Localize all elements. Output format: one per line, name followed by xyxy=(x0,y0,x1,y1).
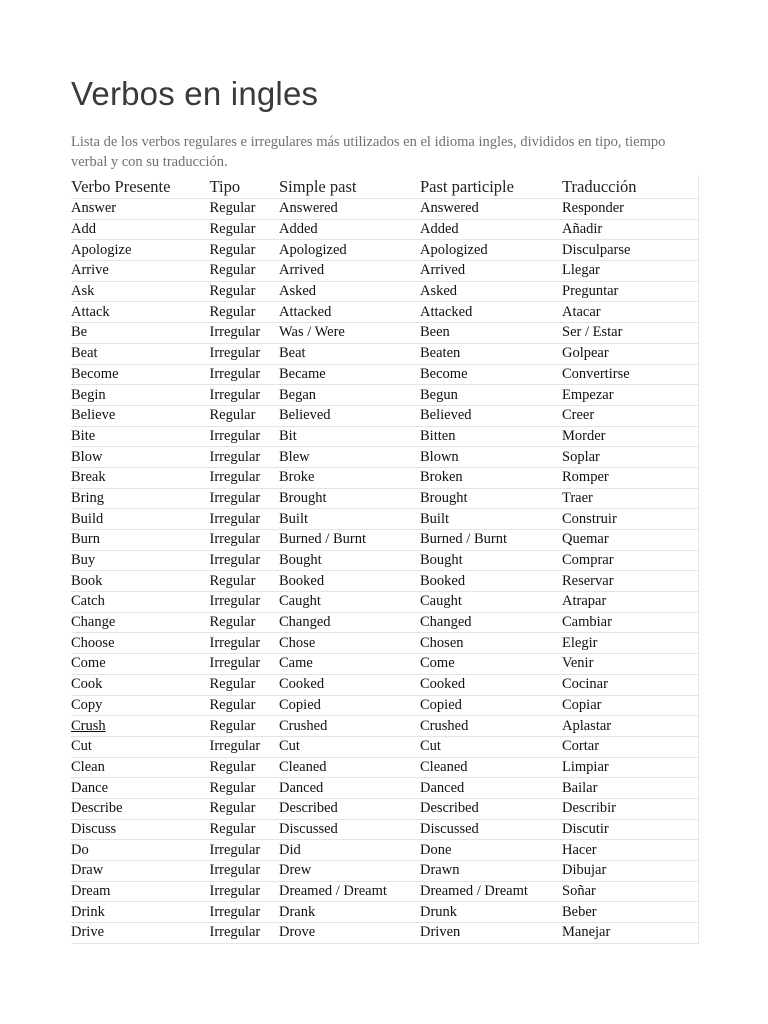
cell-past-participle: Asked xyxy=(420,281,562,302)
cell-verbo-presente: Apologize xyxy=(71,240,209,261)
cell-verbo-presente: Dance xyxy=(71,778,209,799)
cell-verbo-presente: Beat xyxy=(71,343,209,364)
header-simple-past: Simple past xyxy=(279,175,420,199)
cell-past-participle: Crushed xyxy=(420,716,562,737)
cell-tipo: Irregular xyxy=(209,323,279,344)
table-row xyxy=(71,426,698,447)
cell-simple-past: Caught xyxy=(279,592,420,613)
table-row xyxy=(71,240,698,261)
cell-verbo-presente: Become xyxy=(71,364,209,385)
table-row xyxy=(71,778,698,799)
cell-simple-past: Blew xyxy=(279,447,420,468)
cell-traduccion: Romper xyxy=(562,467,698,488)
cell-tipo: Regular xyxy=(209,302,279,323)
cell-verbo-presente: Blow xyxy=(71,447,209,468)
table-row xyxy=(71,798,698,819)
table-row xyxy=(71,364,698,385)
cell-verbo-presente xyxy=(71,716,209,737)
table-row xyxy=(71,302,698,323)
header-tipo: Tipo xyxy=(209,175,279,199)
cell-tipo: Irregular xyxy=(209,385,279,406)
cell-traduccion: Llegar xyxy=(562,261,698,282)
cell-simple-past: Came xyxy=(279,654,420,675)
table-row xyxy=(71,881,698,902)
cell-verbo-presente: Book xyxy=(71,571,209,592)
cell-simple-past: Copied xyxy=(279,695,420,716)
table-row xyxy=(71,488,698,509)
table-row xyxy=(71,199,698,220)
cell-past-participle: Arrived xyxy=(420,261,562,282)
table-row xyxy=(71,861,698,882)
cell-traduccion: Soñar xyxy=(562,881,698,902)
header-traduccion: Traducción xyxy=(562,175,698,199)
cell-past-participle: Caught xyxy=(420,592,562,613)
cell-verbo-presente: Attack xyxy=(71,302,209,323)
table-row xyxy=(71,736,698,757)
cell-traduccion: Atacar xyxy=(562,302,698,323)
cell-tipo: Irregular xyxy=(209,592,279,613)
cell-verbo-presente: Cut xyxy=(71,736,209,757)
cell-verbo-presente: Burn xyxy=(71,530,209,551)
cell-tipo: Regular xyxy=(209,281,279,302)
cell-verbo-presente: Build xyxy=(71,509,209,530)
table-row xyxy=(71,343,698,364)
cell-past-participle: Begun xyxy=(420,385,562,406)
cell-traduccion: Quemar xyxy=(562,530,698,551)
cell-simple-past: Drew xyxy=(279,861,420,882)
cell-verbo-presente: Describe xyxy=(71,798,209,819)
table-row xyxy=(71,281,698,302)
table-row xyxy=(71,923,698,944)
cell-past-participle: Danced xyxy=(420,778,562,799)
verb-link[interactable]: Crush xyxy=(71,717,106,734)
cell-verbo-presente: Dream xyxy=(71,881,209,902)
cell-simple-past: Was / Were xyxy=(279,323,420,344)
cell-simple-past: Cut xyxy=(279,736,420,757)
cell-traduccion: Añadir xyxy=(562,219,698,240)
cell-past-participle: Changed xyxy=(420,612,562,633)
cell-simple-past: Danced xyxy=(279,778,420,799)
page-title: Verbos en ingles xyxy=(71,75,319,112)
cell-simple-past: Chose xyxy=(279,633,420,654)
cell-tipo: Irregular xyxy=(209,736,279,757)
cell-verbo-presente: Choose xyxy=(71,633,209,654)
cell-past-participle: Cut xyxy=(420,736,562,757)
cell-traduccion: Responder xyxy=(562,199,698,220)
cell-simple-past: Answered xyxy=(279,199,420,220)
table-row xyxy=(71,592,698,613)
cell-past-participle: Drawn xyxy=(420,861,562,882)
cell-traduccion: Construir xyxy=(562,509,698,530)
cell-past-participle: Bitten xyxy=(420,426,562,447)
cell-simple-past: Beat xyxy=(279,343,420,364)
header-verbo-presente: Verbo Presente xyxy=(71,175,209,199)
table-row xyxy=(71,716,698,737)
cell-verbo-presente: Ask xyxy=(71,281,209,302)
cell-tipo: Irregular xyxy=(209,902,279,923)
cell-traduccion: Empezar xyxy=(562,385,698,406)
cell-tipo: Regular xyxy=(209,199,279,220)
cell-traduccion: Describir xyxy=(562,798,698,819)
table-row xyxy=(71,447,698,468)
cell-simple-past: Arrived xyxy=(279,261,420,282)
cell-verbo-presente: Catch xyxy=(71,592,209,613)
table-row xyxy=(71,323,698,344)
table-row xyxy=(71,654,698,675)
table-row xyxy=(71,695,698,716)
cell-tipo: Irregular xyxy=(209,467,279,488)
cell-tipo: Regular xyxy=(209,674,279,695)
cell-past-participle: Attacked xyxy=(420,302,562,323)
cell-simple-past: Broke xyxy=(279,467,420,488)
verbs-table-body xyxy=(71,199,698,944)
cell-past-participle: Cleaned xyxy=(420,757,562,778)
cell-traduccion: Dibujar xyxy=(562,861,698,882)
cell-simple-past: Changed xyxy=(279,612,420,633)
cell-past-participle: Chosen xyxy=(420,633,562,654)
cell-simple-past: Became xyxy=(279,364,420,385)
cell-tipo: Regular xyxy=(209,798,279,819)
cell-tipo: Irregular xyxy=(209,488,279,509)
cell-verbo-presente: Be xyxy=(71,323,209,344)
table-row xyxy=(71,385,698,406)
cell-traduccion: Golpear xyxy=(562,343,698,364)
cell-traduccion: Atrapar xyxy=(562,592,698,613)
cell-traduccion: Limpiar xyxy=(562,757,698,778)
cell-past-participle: Believed xyxy=(420,405,562,426)
table-row xyxy=(71,612,698,633)
cell-traduccion: Creer xyxy=(562,405,698,426)
cell-verbo-presente: Do xyxy=(71,840,209,861)
table-row xyxy=(71,902,698,923)
cell-past-participle: Added xyxy=(420,219,562,240)
cell-tipo: Irregular xyxy=(209,633,279,654)
cell-past-participle: Built xyxy=(420,509,562,530)
table-row xyxy=(71,219,698,240)
cell-tipo: Regular xyxy=(209,612,279,633)
table-row xyxy=(71,571,698,592)
cell-past-participle: Beaten xyxy=(420,343,562,364)
header-past-participle: Past participle xyxy=(420,175,562,199)
cell-past-participle: Discussed xyxy=(420,819,562,840)
cell-simple-past: Began xyxy=(279,385,420,406)
cell-tipo: Irregular xyxy=(209,364,279,385)
cell-tipo: Regular xyxy=(209,716,279,737)
cell-past-participle: Drunk xyxy=(420,902,562,923)
cell-traduccion: Soplar xyxy=(562,447,698,468)
cell-traduccion: Ser / Estar xyxy=(562,323,698,344)
cell-traduccion: Copiar xyxy=(562,695,698,716)
cell-simple-past: Discussed xyxy=(279,819,420,840)
table-row xyxy=(71,840,698,861)
table-row xyxy=(71,633,698,654)
cell-tipo: Regular xyxy=(209,819,279,840)
cell-past-participle: Cooked xyxy=(420,674,562,695)
cell-verbo-presente: Break xyxy=(71,467,209,488)
cell-simple-past: Drank xyxy=(279,902,420,923)
cell-past-participle: Come xyxy=(420,654,562,675)
cell-verbo-presente: Answer xyxy=(71,199,209,220)
cell-past-participle: Booked xyxy=(420,571,562,592)
cell-past-participle: Described xyxy=(420,798,562,819)
cell-past-participle: Become xyxy=(420,364,562,385)
cell-verbo-presente: Discuss xyxy=(71,819,209,840)
cell-verbo-presente: Cook xyxy=(71,674,209,695)
cell-tipo: Regular xyxy=(209,695,279,716)
table-row xyxy=(71,530,698,551)
page-intro: Lista de los verbos regulares e irregulares más utilizados en el idioma ingles, divididos en tipo, tiempo verbal y con su traducción. xyxy=(71,134,666,170)
cell-simple-past: Attacked xyxy=(279,302,420,323)
cell-traduccion: Discutir xyxy=(562,819,698,840)
cell-past-participle: Answered xyxy=(420,199,562,220)
table-row xyxy=(71,674,698,695)
cell-verbo-presente: Arrive xyxy=(71,261,209,282)
table-row xyxy=(71,757,698,778)
cell-tipo: Regular xyxy=(209,757,279,778)
cell-simple-past: Dreamed / Dreamt xyxy=(279,881,420,902)
cell-tipo: Regular xyxy=(209,405,279,426)
table-row xyxy=(71,550,698,571)
cell-past-participle: Dreamed / Dreamt xyxy=(420,881,562,902)
cell-tipo: Irregular xyxy=(209,654,279,675)
cell-tipo: Regular xyxy=(209,240,279,261)
cell-verbo-presente: Come xyxy=(71,654,209,675)
cell-simple-past: Believed xyxy=(279,405,420,426)
cell-past-participle: Broken xyxy=(420,467,562,488)
table-row xyxy=(71,467,698,488)
cell-verbo-presente: Change xyxy=(71,612,209,633)
cell-simple-past: Apologized xyxy=(279,240,420,261)
cell-traduccion: Comprar xyxy=(562,550,698,571)
cell-simple-past: Cooked xyxy=(279,674,420,695)
verbs-table xyxy=(71,175,699,944)
cell-past-participle: Apologized xyxy=(420,240,562,261)
cell-tipo: Irregular xyxy=(209,530,279,551)
cell-tipo: Irregular xyxy=(209,881,279,902)
cell-verbo-presente: Draw xyxy=(71,861,209,882)
cell-past-participle: Driven xyxy=(420,923,562,944)
cell-traduccion: Cortar xyxy=(562,736,698,757)
cell-traduccion: Hacer xyxy=(562,840,698,861)
cell-verbo-presente: Believe xyxy=(71,405,209,426)
cell-tipo: Irregular xyxy=(209,509,279,530)
cell-tipo: Regular xyxy=(209,219,279,240)
cell-verbo-presente: Begin xyxy=(71,385,209,406)
cell-simple-past: Bit xyxy=(279,426,420,447)
cell-traduccion: Beber xyxy=(562,902,698,923)
cell-tipo: Regular xyxy=(209,261,279,282)
cell-verbo-presente: Drink xyxy=(71,902,209,923)
cell-simple-past: Drove xyxy=(279,923,420,944)
cell-traduccion: Convertirse xyxy=(562,364,698,385)
cell-traduccion: Morder xyxy=(562,426,698,447)
cell-traduccion: Aplastar xyxy=(562,716,698,737)
cell-traduccion: Cocinar xyxy=(562,674,698,695)
cell-traduccion: Reservar xyxy=(562,571,698,592)
cell-simple-past: Described xyxy=(279,798,420,819)
cell-simple-past: Burned / Burnt xyxy=(279,530,420,551)
cell-traduccion: Preguntar xyxy=(562,281,698,302)
cell-tipo: Irregular xyxy=(209,840,279,861)
cell-simple-past: Booked xyxy=(279,571,420,592)
cell-simple-past: Bought xyxy=(279,550,420,571)
cell-past-participle: Bought xyxy=(420,550,562,571)
cell-simple-past: Added xyxy=(279,219,420,240)
cell-tipo: Irregular xyxy=(209,861,279,882)
cell-past-participle: Been xyxy=(420,323,562,344)
cell-tipo: Regular xyxy=(209,571,279,592)
cell-verbo-presente: Buy xyxy=(71,550,209,571)
table-row xyxy=(71,509,698,530)
cell-simple-past: Cleaned xyxy=(279,757,420,778)
cell-simple-past: Built xyxy=(279,509,420,530)
table-row xyxy=(71,405,698,426)
cell-tipo: Irregular xyxy=(209,923,279,944)
cell-tipo: Irregular xyxy=(209,343,279,364)
cell-simple-past: Brought xyxy=(279,488,420,509)
cell-verbo-presente: Clean xyxy=(71,757,209,778)
cell-past-participle: Copied xyxy=(420,695,562,716)
table-row xyxy=(71,261,698,282)
cell-verbo-presente: Add xyxy=(71,219,209,240)
document-page xyxy=(71,0,698,944)
cell-traduccion: Venir xyxy=(562,654,698,675)
cell-verbo-presente: Bite xyxy=(71,426,209,447)
cell-traduccion: Cambiar xyxy=(562,612,698,633)
table-header-row xyxy=(71,175,698,199)
cell-traduccion: Bailar xyxy=(562,778,698,799)
cell-past-participle: Done xyxy=(420,840,562,861)
cell-verbo-presente: Bring xyxy=(71,488,209,509)
cell-past-participle: Blown xyxy=(420,447,562,468)
cell-tipo: Irregular xyxy=(209,426,279,447)
cell-verbo-presente: Drive xyxy=(71,923,209,944)
cell-simple-past: Crushed xyxy=(279,716,420,737)
cell-tipo: Regular xyxy=(209,778,279,799)
cell-traduccion: Disculparse xyxy=(562,240,698,261)
cell-tipo: Irregular xyxy=(209,447,279,468)
cell-past-participle: Burned / Burnt xyxy=(420,530,562,551)
cell-traduccion: Traer xyxy=(562,488,698,509)
cell-traduccion: Elegir xyxy=(562,633,698,654)
cell-verbo-presente: Copy xyxy=(71,695,209,716)
cell-traduccion: Manejar xyxy=(562,923,698,944)
cell-past-participle: Brought xyxy=(420,488,562,509)
cell-simple-past: Did xyxy=(279,840,420,861)
cell-simple-past: Asked xyxy=(279,281,420,302)
cell-tipo: Irregular xyxy=(209,550,279,571)
table-row xyxy=(71,819,698,840)
